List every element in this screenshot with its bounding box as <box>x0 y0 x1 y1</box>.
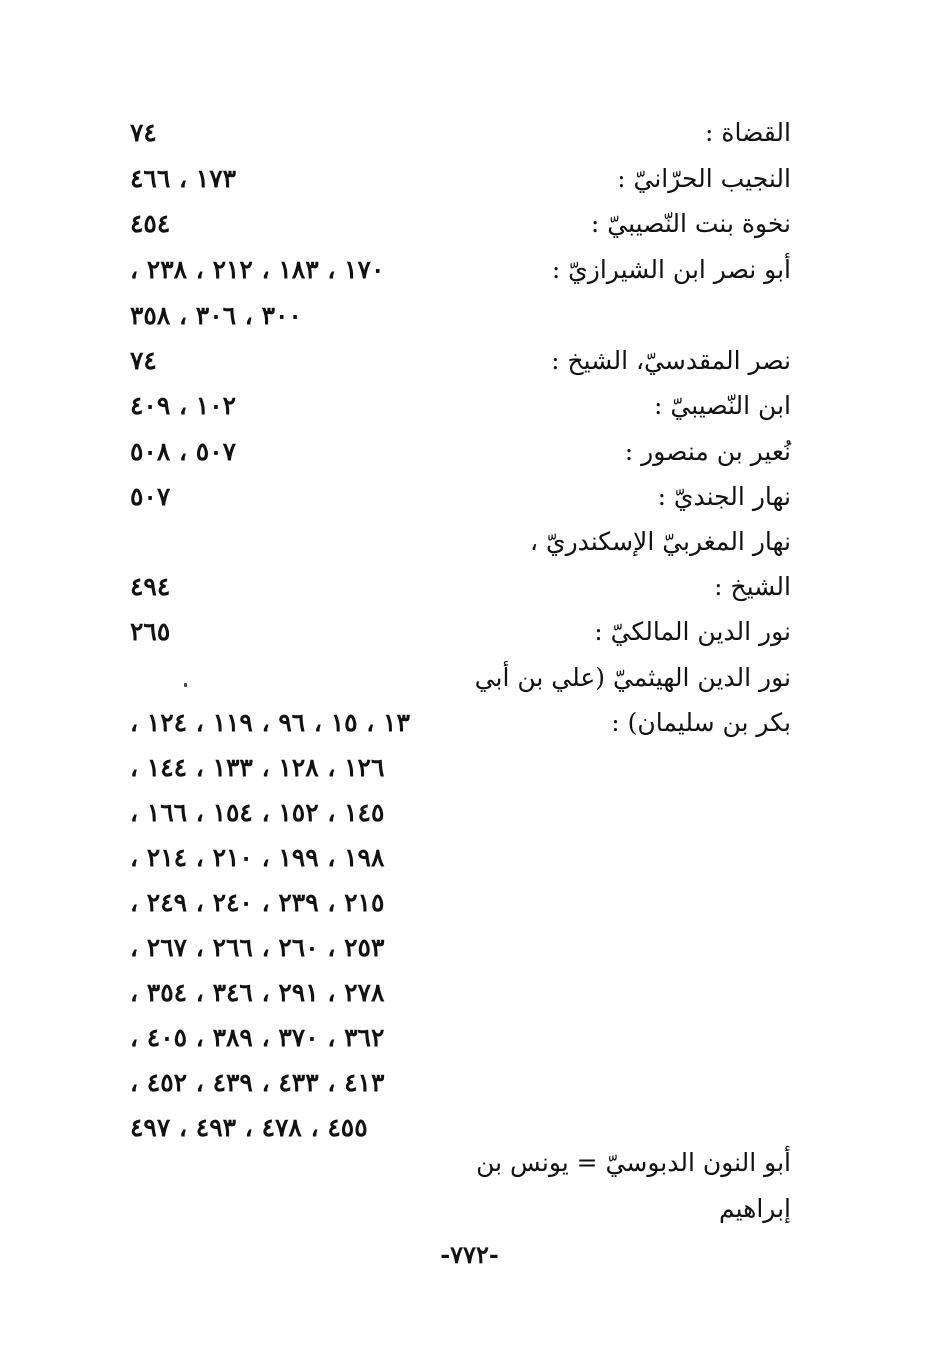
entry-pages: ١٤٥ ، ١٥٢ ، ١٥٤ ، ١٦٦ ، <box>130 798 385 827</box>
entry-pages: ٣٠٠ ، ٣٠٦ ، ٣٥٨ <box>130 301 302 330</box>
entry-name: أبو نصر ابن الشيرازيّ : <box>551 255 791 284</box>
entry-name: نهار المغربيّ الإسكندريّ ، <box>529 527 791 556</box>
entry-name: نصر المقدسيّ، الشيخ : <box>551 346 791 375</box>
entry-name: إبراهيم <box>718 1194 791 1223</box>
entry-pages: ٥٠٧ <box>130 482 171 511</box>
entry-name: نُعير بن منصور : <box>624 437 791 466</box>
entry-pages: ١٢٦ ، ١٢٨ ، ١٣٣ ، ١٤٤ ، <box>130 753 385 782</box>
entry-name: أبو النون الدبوسيّ = يونس بن <box>476 1148 791 1177</box>
entry-pages: ٢٦٥ <box>130 617 171 646</box>
entry-name: نهار الجنديّ : <box>657 482 791 511</box>
entry-pages: ١٠٢ ، ٤٠٩ <box>130 391 237 420</box>
page-number: -٧٧٢- <box>440 1240 499 1269</box>
entry-name: بكر بن سليمان) : <box>611 708 791 737</box>
entry-name: نخوة بنت النّصيبيّ : <box>590 209 791 238</box>
entry-pages: ٧٤ <box>130 346 157 375</box>
entry-pages: ١٩٨ ، ١٩٩ ، ٢١٠ ، ٢١٤ ، <box>130 843 385 872</box>
entry-name: نور الدين الهيثميّ (علي بن أبي <box>474 663 791 692</box>
entry-pages: ٢٥٣ ، ٢٦٠ ، ٢٦٦ ، ٢٦٧ ، <box>130 933 385 962</box>
entry-pages: ٤٥٥ ، ٤٧٨ ، ٤٩٣ ، ٤٩٧ <box>130 1113 368 1142</box>
entry-pages: ٢٧٨ ، ٢٩١ ، ٣٤٦ ، ٣٥٤ ، <box>130 978 385 1007</box>
entry-name: نور الدين المالكيّ : <box>594 617 791 646</box>
entry-pages: ٤٩٤ <box>130 572 171 601</box>
entry-pages: ٧٤ <box>130 118 157 147</box>
entry-pages: ٣٦٢ ، ٣٧٠ ، ٣٨٩ ، ٤٠٥ ، <box>130 1023 385 1052</box>
entry-pages: ٤١٣ ، ٤٣٣ ، ٤٣٩ ، ٤٥٢ ، <box>130 1068 385 1097</box>
entry-name: ابن النّصيبيّ : <box>654 391 791 420</box>
entry-pages: ٢١٥ ، ٢٣٩ ، ٢٤٠ ، ٢٤٩ ، <box>130 888 385 917</box>
entry-pages: ٤٥٤ <box>130 209 171 238</box>
entry-pages: ١٣ ، ١٥ ، ٩٦ ، ١١٩ ، ١٢٤ ، <box>130 708 410 737</box>
entry-pages: ١٧٣ ، ٤٦٦ <box>130 164 237 193</box>
entry-name: الشيخ : <box>714 572 791 601</box>
entry-pages: ٥٠٧ ، ٥٠٨ <box>130 437 237 466</box>
entry-name: النجيب الحرّانيّ : <box>617 164 791 193</box>
entry-pages: ١٧٠ ، ١٨٣ ، ٢١٢ ، ٢٣٨ ، <box>130 255 385 284</box>
entry-name: القضاة : <box>705 118 791 147</box>
print-speck <box>184 683 187 687</box>
